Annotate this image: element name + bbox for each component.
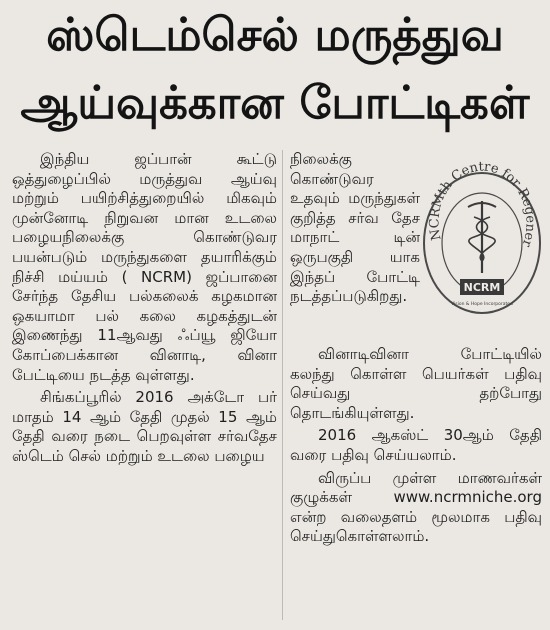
headline-line-1: ஸ்டெம்செல் மருத்துவ bbox=[46, 8, 504, 61]
left-column bbox=[12, 150, 277, 467]
right-column-top bbox=[290, 150, 420, 307]
logo-badge-text: NCRM bbox=[463, 281, 501, 294]
article-paragraph: இந்திய ஜப்பான் கூட்டு ஒத்துழைப்பில் மருத்துவ ஆய்வு மற்றும் பயிற்சித்துறையில் மிகவும் முன்னோடி நிறுவன மான உடலை பழையநிலைக்கு கொண்டுவர பயன்படும் மருந்துகளை தயாரிக்கும் நிச்சி மய்யம் ( NCRM) ஜப்பானை சேர்ந்த தேசிய பல்கலைக் கழகமான ஒகயாமா பல் கலை கழகத்துடன் இணைந்து 11ஆவது ஃப்யூ ஜியோ கோப்பைக்கான வினாடி, வினா பேட்டியை நடத்த வுள்ளது. bbox=[12, 150, 277, 384]
article-paragraph: விருப்ப முள்ள மாணவர்கள் குழுக்கள் www.ncrmniche.org என்ற வலைதளம் மூலமாக பதிவு செய்துகொள்ளலாம். bbox=[290, 468, 542, 546]
article-paragraph: 2016 ஆகஸ்ட் 30ஆம் தேதி வரை பதிவு செய்யலாம். bbox=[290, 426, 542, 464]
column-divider bbox=[282, 150, 283, 620]
article-paragraph: வினாடிவினா போட்டியில் கலந்து கொள்ள பெயர்கள் பதிவு செய்வது தற்போது தொடங்கியுள்ளது. bbox=[290, 345, 542, 422]
article-paragraph: சிங்கப்பூரில் 2016 அக்டோ பர் மாதம் 14 ஆம் தேதி முதல் 15 ஆம் தேதி வரை நடை பெறவுள்ள சர்வதேச ஸ்டெம் செல் மற்றும் உடலை பழைய bbox=[12, 388, 277, 465]
logo-tagline: Vision & Hope Incorporated bbox=[451, 302, 513, 307]
headline-line-2: ஆய்வுக்கான போட்டிகள் bbox=[20, 76, 530, 129]
ncrm-logo-graphic bbox=[420, 151, 545, 341]
right-column bbox=[290, 345, 542, 547]
ncrm-logo bbox=[420, 151, 545, 341]
logo-ring-text: NCRMth Centre for Regener bbox=[427, 159, 538, 249]
article-paragraph: நிலைக்கு கொண்டுவர உதவும் மருந்துகள் குறித்த சர்வ தேச மாநாட் டின் ஒருபகுதி யாக இந்தப் போட்டி நடத்தப்படுகிறது. bbox=[290, 150, 420, 306]
